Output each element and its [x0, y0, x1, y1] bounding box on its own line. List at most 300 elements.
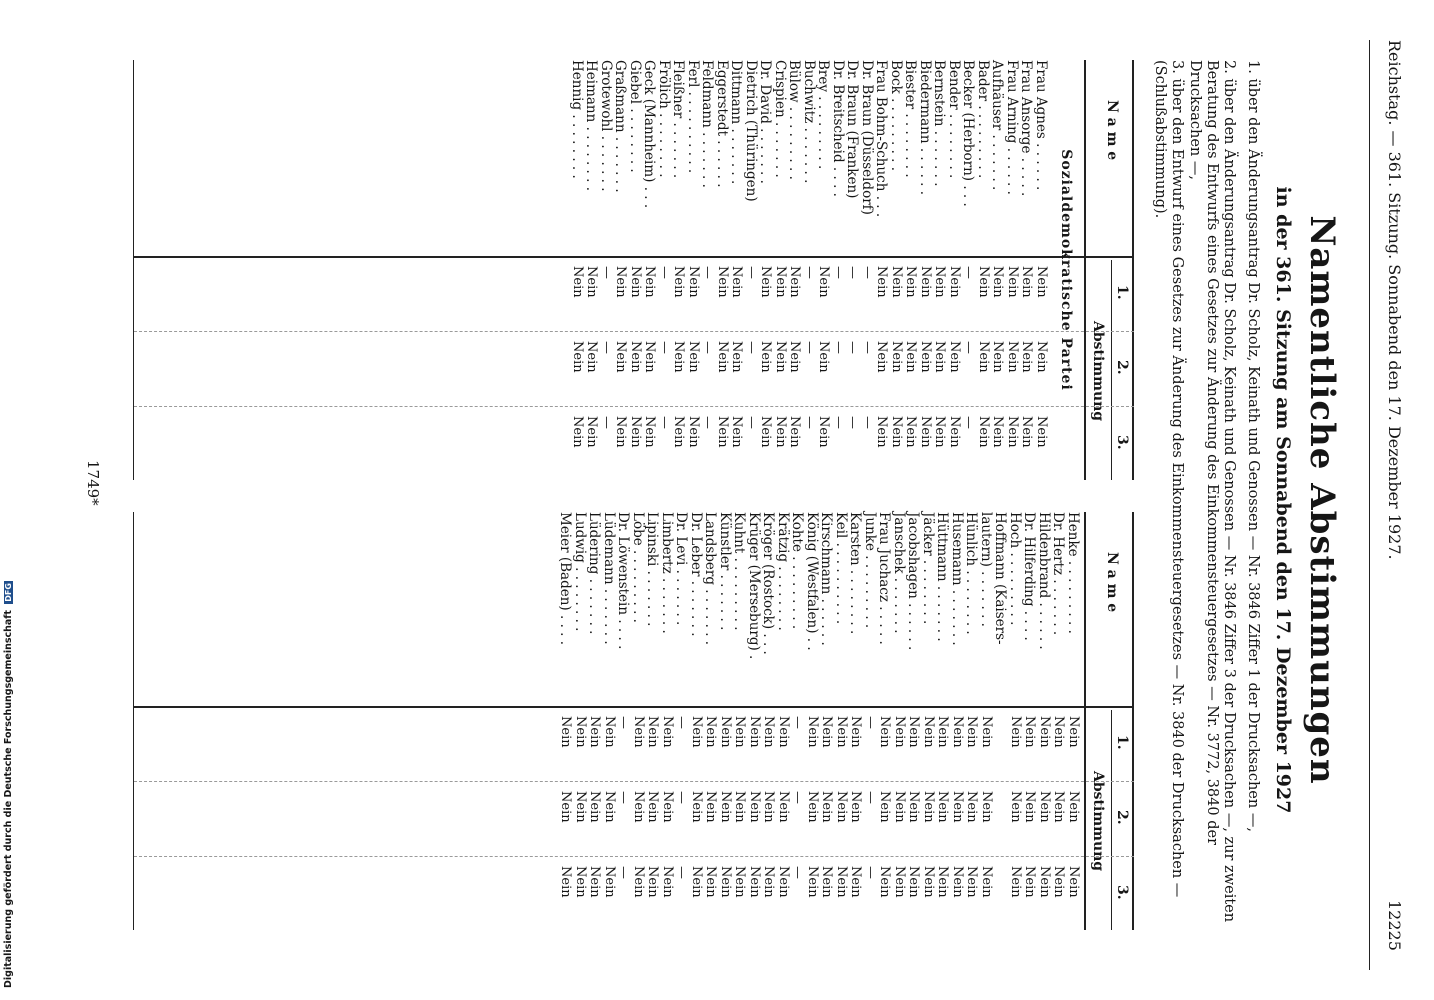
vote-2: —: [657, 341, 672, 354]
vote-1: Nein: [964, 716, 980, 748]
vote-1: —: [831, 266, 846, 279]
vote-3: Nein: [773, 416, 788, 448]
vote-3: Nein: [631, 866, 646, 898]
vote-3: Nein: [642, 416, 658, 448]
vote-2: Nein: [918, 341, 933, 373]
vote-1: Nein: [703, 716, 719, 748]
vote-2: Nein: [964, 791, 980, 823]
member-name: Kuhnt . . . . . . . . .: [731, 512, 748, 631]
vote-3: —: [599, 416, 614, 429]
vote-2: Nein: [1037, 791, 1052, 823]
vote-2: Nein: [1066, 791, 1081, 823]
vote-2: Nein: [715, 341, 730, 373]
vote-3: Nein: [787, 416, 803, 448]
vote-3: Nein: [602, 866, 617, 898]
vote-1: Nein: [903, 266, 919, 298]
vote-3: Nein: [761, 866, 777, 898]
vote-2: Nein: [689, 791, 704, 823]
vote-1: Nein: [628, 266, 643, 298]
member-name: Aufhäuser . . . . . . .: [989, 60, 1006, 191]
vote-2: Nein: [1022, 791, 1038, 823]
vote-3: Nein: [584, 416, 600, 448]
member-name: Dietrich (Thüringen): [743, 60, 759, 202]
member-name: Ferl . . . . . . . . . .: [685, 60, 701, 174]
vote-2: —: [790, 791, 806, 804]
vote-2: —: [744, 341, 759, 354]
vote-2: Nein: [1019, 341, 1035, 373]
vote-1: Nein: [979, 716, 994, 748]
member-name: Kröger (Rostock) . . .: [760, 512, 777, 655]
vote-1: Nein: [990, 266, 1006, 298]
member-name: Giebel . . . . . . . .: [627, 60, 643, 173]
vote-1: Nein: [889, 266, 904, 298]
vote-1: Nein: [874, 266, 890, 298]
vote-2: —: [616, 791, 632, 804]
vote-1: [994, 716, 1008, 776]
vote-1: Nein: [613, 266, 629, 298]
member-name: Limbertz . . . . . . .: [659, 512, 675, 634]
vote-1: Nein: [645, 716, 661, 748]
vote-3: —: [863, 866, 878, 879]
vote-3: Nein: [932, 416, 948, 448]
vote-2: Nein: [805, 791, 820, 823]
member-name: Dr. Braun (Franken): [844, 60, 861, 199]
vote-2: —: [802, 341, 817, 354]
vote-2: Nein: [558, 791, 574, 823]
vote-2: Nein: [645, 791, 661, 823]
vote-1: —: [700, 266, 716, 279]
vote-3: Nein: [758, 416, 774, 448]
vote-3: Nein: [715, 416, 730, 448]
vote-2: Nein: [602, 791, 617, 823]
vote-2: Nein: [903, 341, 919, 373]
vote-2: —: [674, 791, 690, 804]
vote-3: Nein: [671, 416, 687, 448]
vote-1: —: [961, 266, 977, 279]
member-name: Dittmann . . . . . . .: [728, 60, 745, 185]
vote-1: Nein: [1019, 266, 1035, 298]
vote-3: Nein: [964, 866, 980, 898]
vote-1: Nein: [819, 716, 835, 748]
vote-3: Nein: [729, 416, 745, 448]
member-name: Jacobshagen . . . . . .: [905, 512, 922, 651]
member-name: Hüttmann . . . . . . .: [934, 512, 951, 642]
member-name: Löbe . . . . . . . . .: [630, 512, 646, 623]
vote-2: Nein: [584, 341, 600, 373]
vote-3: Nein: [874, 416, 890, 448]
vote-3: Nein: [1005, 416, 1020, 448]
vote-1: Nein: [758, 266, 774, 298]
vote-3: Nein: [819, 866, 835, 898]
vote-1: Nein: [732, 716, 748, 748]
vote-1: Nein: [558, 716, 574, 748]
column-header-1-0: 1.: [1114, 285, 1130, 300]
vote-1: Nein: [1022, 716, 1038, 748]
vote-2: Nein: [834, 791, 849, 823]
vote-3: Nein: [979, 866, 994, 898]
vote-1: Nein: [906, 716, 922, 748]
vote-1: —: [599, 266, 614, 279]
header-bottom-rule-0: [1084, 60, 1086, 480]
vote-3: Nein: [613, 416, 629, 448]
vote-1: Nein: [1008, 716, 1023, 748]
member-name: Hoch . . . . . . . . .: [1007, 512, 1023, 626]
vote-2: Nein: [947, 341, 962, 373]
vote-3: —: [961, 416, 977, 429]
column-header-abstimmung-0: Abstimmung: [1090, 321, 1106, 422]
table-bottom-rule-0: [133, 60, 134, 480]
vote-divider-a-1: [134, 781, 1134, 783]
vote-3: Nein: [892, 866, 907, 898]
member-name: Bülow . . . . . . . . .: [786, 60, 803, 180]
vote-1: Nein: [947, 266, 962, 298]
vote-3: Nein: [834, 866, 849, 898]
header-bottom-rule-1: [1084, 512, 1086, 930]
table-top-rule-0: [1132, 60, 1134, 480]
vote-3: Nein: [718, 866, 733, 898]
footer-signature: 1749*: [84, 460, 102, 506]
member-name: Lipinski . . . . . . .: [644, 512, 661, 627]
vote-2: Nein: [906, 791, 922, 823]
member-name: Krüger (Merseburg) .: [746, 512, 762, 660]
vote-3: Nein: [689, 866, 704, 898]
vote-2: Nein: [892, 791, 907, 823]
vote-2: [994, 791, 1008, 851]
vote-2: Nein: [631, 791, 646, 823]
vote-1: —: [845, 266, 861, 279]
vote-1: —: [616, 716, 632, 729]
member-name: Lüdemann . . . . . . .: [601, 512, 617, 645]
vote-1: Nein: [1066, 716, 1081, 748]
member-name: Frau Bohm-Schuch . . .: [873, 60, 890, 218]
vote-3: Nein: [570, 416, 585, 448]
vote-3: Nein: [921, 866, 936, 898]
vote-2: Nein: [686, 341, 701, 373]
vote-2: Nein: [1051, 791, 1067, 823]
vote-1: Nein: [1005, 266, 1020, 298]
member-name: Keil . . . . . . . . . .: [833, 512, 849, 625]
page-subtitle: in der 361. Sitzung am Sonnabend den 17. Dezember 1927: [1272, 186, 1294, 814]
vote-2: Nein: [573, 791, 588, 823]
vote-1: Nein: [689, 716, 704, 748]
vote-3: —: [616, 866, 632, 879]
vote-3: —: [674, 866, 690, 879]
vote-1: Nein: [761, 716, 777, 748]
column-header-2-0: 2.: [1114, 360, 1130, 375]
abstimmung-rule-0: [1111, 260, 1112, 480]
vote-2: Nein: [932, 341, 948, 373]
member-name: Dr. Hertz . . . . . . .: [1050, 512, 1067, 636]
member-name: Frau Agnes . . . . . .: [1033, 60, 1049, 191]
vote-2: Nein: [747, 791, 762, 823]
vote-1: Nein: [1051, 716, 1067, 748]
vote-2: Nein: [732, 791, 748, 823]
member-name: Künstler . . . . . . .: [717, 512, 733, 631]
vote-1: —: [657, 266, 672, 279]
vote-3: Nein: [573, 866, 588, 898]
vote-2: Nein: [587, 791, 603, 823]
vote-1: Nein: [642, 266, 658, 298]
vote-2: —: [831, 341, 846, 354]
vote-2: —: [961, 341, 977, 354]
dfg-logo: DFG: [4, 583, 13, 602]
member-name: Feldmann . . . . . . .: [699, 60, 716, 188]
vote-3: Nein: [906, 866, 922, 898]
vote-3: Nein: [686, 416, 701, 448]
vote-1: Nein: [932, 266, 948, 298]
item-3: 3. über den Entwurf eines Gesetzes zur Änderung des Einkommensteuergesetzes — Nr. 3840 der Drucksachen — (Schlußabstimmung).: [1152, 60, 1185, 898]
vote-3: Nein: [1008, 866, 1023, 898]
vote-2: Nein: [976, 341, 991, 373]
vote-2: Nein: [729, 341, 745, 373]
member-name: Hünlich . . . . . . . .: [963, 512, 980, 635]
member-name: Kirschmann . . . . . .: [818, 512, 835, 646]
member-name: Kohte . . . . . . . . .: [789, 512, 806, 630]
vote-1: Nein: [1034, 266, 1049, 298]
vote-3: —: [802, 416, 817, 429]
member-name: Frölich . . . . . . . .: [656, 60, 672, 178]
member-name: Bender . . . . . . . .: [946, 60, 962, 179]
member-name: Landsberg . . . . . . .: [702, 512, 719, 646]
vote-2: Nein: [776, 791, 791, 823]
vote-3: —: [831, 416, 846, 429]
vote-1: Nein: [587, 716, 603, 748]
vote-3: Nein: [1066, 866, 1081, 898]
member-name: Frau Arning . . . . . .: [1004, 60, 1020, 195]
vote-1: Nein: [950, 716, 965, 748]
member-name: Grotewohl . . . . . . .: [598, 60, 614, 192]
member-name: Crispien . . . . . . .: [772, 60, 788, 178]
member-name: Dr. Breitscheid . . . .: [830, 60, 846, 197]
vote-2: Nein: [816, 341, 832, 373]
member-name: Dr. Levi . . . . . . .: [673, 512, 690, 626]
vote-3: Nein: [805, 866, 820, 898]
vote-1: Nein: [718, 716, 733, 748]
vote-2: —: [700, 341, 716, 354]
member-name: Dr. Löwenstein . . . .: [615, 512, 632, 650]
member-name: Fleißner . . . . . . .: [670, 60, 687, 179]
member-name: Krätzig . . . . . . . .: [775, 512, 791, 631]
name-divider-0: [134, 256, 1134, 258]
member-name: Dr. Leber . . . . . . .: [688, 512, 704, 637]
party-heading: Sozialdemokratische Partei: [1058, 149, 1074, 391]
vote-3: Nein: [976, 416, 991, 448]
column-header-name-1: N a m e: [1104, 552, 1120, 613]
member-name: Graßmann . . . . . . .: [612, 60, 629, 193]
vote-2: Nein: [950, 791, 965, 823]
vote-3: Nein: [903, 416, 919, 448]
vote-3: Nein: [990, 416, 1006, 448]
vote-3: Nein: [1022, 866, 1038, 898]
vote-2: Nein: [877, 791, 893, 823]
member-name: Dr. David . . . . . . .: [757, 60, 774, 184]
vote-1: Nein: [834, 716, 849, 748]
vote-3: Nein: [877, 866, 893, 898]
member-name: Frau Juchacz . . . . .: [876, 512, 893, 645]
vote-3: Nein: [587, 866, 603, 898]
column-header-3-1: 3.: [1114, 885, 1130, 900]
member-name: Lüdering . . . . . . .: [586, 512, 603, 635]
column-header-abstimmung-1: Abstimmung: [1090, 771, 1106, 872]
vote-1: Nein: [816, 266, 832, 298]
vote-1: Nein: [877, 716, 893, 748]
name-divider-1: [134, 706, 1134, 708]
item-2: 2. über den Änderungsantrag Dr. Scholz, Keinath und Genossen — Nr. 3846 Ziffer 3 der Drucksachen —, zur zweiten Beratung des Entwurfs eines Gesetzes zur Änderung des Einkommensteuergesetzes — Nr. 3772, 3840 der Drucksachen —,: [1187, 60, 1237, 923]
vote-2: Nein: [613, 341, 629, 373]
vote-2: —: [860, 341, 875, 354]
member-name: lautern) . . . . . . .: [978, 512, 994, 627]
vote-1: Nein: [686, 266, 701, 298]
vote-3: [994, 866, 1008, 926]
vote-1: Nein: [918, 266, 933, 298]
vote-2: —: [863, 791, 878, 804]
vote-3: Nein: [660, 866, 675, 898]
vote-divider-b-1: [134, 856, 1134, 858]
vote-2: —: [845, 341, 861, 354]
vote-1: —: [863, 716, 878, 729]
member-name: Bader . . . . . . . . .: [975, 60, 991, 179]
vote-3: —: [700, 416, 716, 429]
vote-3: Nein: [950, 866, 965, 898]
vote-2: Nein: [848, 791, 864, 823]
vote-3: Nein: [747, 866, 762, 898]
vote-1: Nein: [660, 716, 675, 748]
vote-1: Nein: [1037, 716, 1052, 748]
vote-3: Nein: [732, 866, 748, 898]
vote-3: Nein: [889, 416, 904, 448]
vote-2: Nein: [1034, 341, 1049, 373]
vote-1: Nein: [671, 266, 687, 298]
vote-3: Nein: [628, 416, 643, 448]
vote-1: Nein: [892, 716, 907, 748]
vote-3: Nein: [703, 866, 719, 898]
member-name: König (Westfalen) . .: [804, 512, 820, 651]
member-name: Janschek . . . . . . .: [891, 512, 907, 634]
member-name: Hoffmann (Kaisers-: [992, 512, 1009, 645]
vote-1: —: [802, 266, 817, 279]
vote-3: —: [860, 416, 875, 429]
vote-1: Nein: [602, 716, 617, 748]
member-name: Hennig . . . . . . . .: [569, 60, 585, 179]
vote-2: Nein: [773, 341, 788, 373]
column-header-1-1: 1.: [1114, 735, 1130, 750]
member-name: Bock . . . . . . . . .: [888, 60, 904, 172]
vote-1: Nein: [921, 716, 936, 748]
credit-strip: [0, 0, 22, 1000]
vote-3: Nein: [918, 416, 933, 448]
vote-1: Nein: [715, 266, 730, 298]
vote-1: Nein: [935, 716, 951, 748]
vote-2: Nein: [671, 341, 687, 373]
vote-1: Nein: [773, 266, 788, 298]
vote-2: Nein: [889, 341, 904, 373]
vote-1: Nein: [573, 716, 588, 748]
vote-2: Nein: [787, 341, 803, 373]
vote-2: —: [599, 341, 614, 354]
vote-1: Nein: [729, 266, 745, 298]
member-name: Biedermann . . . . . .: [917, 60, 933, 196]
vote-2: Nein: [703, 791, 719, 823]
member-name: Frau Ansorge . . . . .: [1018, 60, 1035, 197]
header-rule: [1369, 40, 1370, 970]
vote-1: —: [744, 266, 759, 279]
member-name: Eggerstedt . . . . . .: [714, 60, 730, 188]
vote-3: —: [657, 416, 672, 429]
member-name: Ludwig . . . . . . . .: [572, 512, 588, 632]
member-name: Bernstein . . . . . . .: [931, 60, 948, 187]
vote-3: Nein: [645, 866, 661, 898]
vote-2: Nein: [718, 791, 733, 823]
member-name: Husemann . . . . . . .: [949, 512, 965, 646]
running-header: Reichstag. — 361. Sitzung. Sonnabend den 17. Dezember 1927.: [1385, 40, 1404, 560]
vote-2: Nein: [1008, 791, 1023, 823]
vote-3: Nein: [935, 866, 951, 898]
vote-3: Nein: [776, 866, 791, 898]
vote-1: Nein: [776, 716, 791, 748]
column-header-3-0: 3.: [1114, 435, 1130, 450]
vote-3: Nein: [1037, 866, 1052, 898]
vote-2: Nein: [761, 791, 777, 823]
vote-3: Nein: [558, 866, 574, 898]
member-name: Geck (Mannheim) . . .: [641, 60, 658, 209]
vote-2: Nein: [874, 341, 890, 373]
member-name: Jäcker . . . . . . . .: [920, 512, 936, 625]
vote-3: Nein: [1051, 866, 1067, 898]
vote-1: Nein: [584, 266, 600, 298]
vote-3: —: [845, 416, 861, 429]
vote-3: Nein: [816, 416, 832, 448]
vote-2: Nein: [935, 791, 951, 823]
member-name: Meier (Baden) . . . .: [557, 512, 574, 646]
vote-2: Nein: [819, 791, 835, 823]
member-name: Heimann . . . . . . . .: [583, 60, 600, 191]
vote-2: Nein: [979, 791, 994, 823]
member-name: Becker (Herborn) . . .: [960, 60, 977, 207]
vote-1: Nein: [631, 716, 646, 748]
vote-2: Nein: [660, 791, 675, 823]
vote-2: Nein: [570, 341, 585, 373]
vote-2: Nein: [921, 791, 936, 823]
vote-divider-a-0: [134, 331, 1134, 333]
credit-label: Digitalisierung gefördert durch die Deutsche Forschungsgemeinschaft: [3, 610, 14, 988]
vote-1: Nein: [805, 716, 820, 748]
vote-2: Nein: [990, 341, 1006, 373]
vote-3: Nein: [1019, 416, 1035, 448]
vote-2: Nein: [758, 341, 774, 373]
page-title: Namentliche Abstimmungen: [1302, 215, 1342, 785]
table-bottom-rule-1: [133, 512, 134, 930]
vote-1: —: [860, 266, 875, 279]
abstimmung-rule-1: [1111, 710, 1112, 930]
vote-1: Nein: [787, 266, 803, 298]
vote-1: Nein: [747, 716, 762, 748]
member-name: Junke . . . . . . . . .: [862, 512, 878, 629]
member-name: Henke . . . . . . . . .: [1065, 512, 1081, 634]
vote-2: Nein: [1005, 341, 1020, 373]
vote-1: —: [790, 716, 806, 729]
member-name: Buchwitz . . . . . . .: [801, 60, 817, 184]
vote-2: Nein: [628, 341, 643, 373]
member-name: Biester . . . . . . . .: [902, 60, 919, 178]
vote-1: —: [674, 716, 690, 729]
vote-3: —: [790, 866, 806, 879]
vote-2: Nein: [642, 341, 658, 373]
page-number: 12225: [1385, 900, 1404, 951]
vote-1: Nein: [976, 266, 991, 298]
vote-3: Nein: [1034, 416, 1049, 448]
table-top-rule-1: [1132, 512, 1134, 930]
vote-3: Nein: [947, 416, 962, 448]
